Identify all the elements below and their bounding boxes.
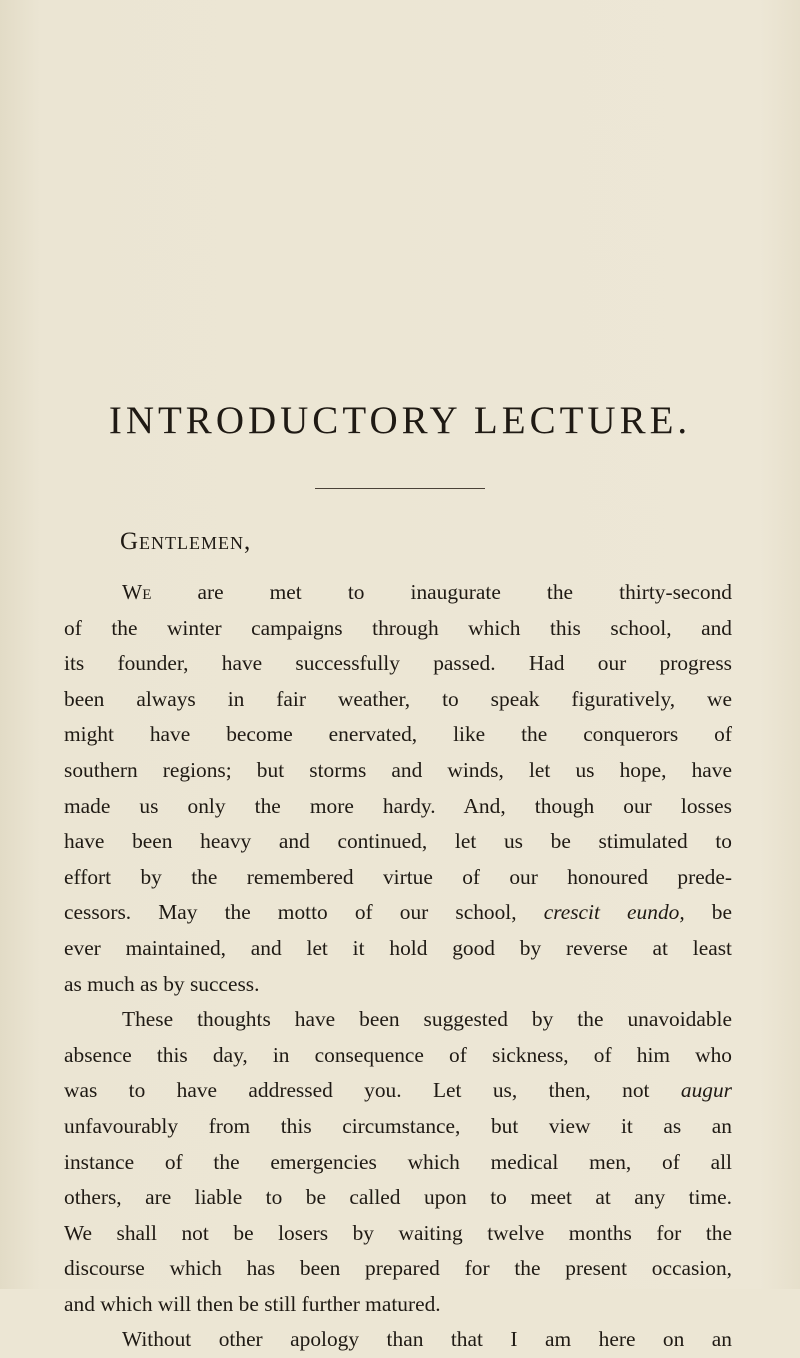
text-line: of the winter campaigns through which this school, and — [64, 615, 732, 640]
text-line: have been heavy and continued, let us be stimulated to — [64, 829, 732, 854]
latin-motto: crescit eundo, — [543, 900, 685, 925]
text-line: others, are liable to be called upon to meet at any time. — [64, 1185, 732, 1210]
text-fragment: be — [684, 900, 732, 925]
text-line: and which will then be still further matured. — [64, 1291, 441, 1316]
italic-word: augur — [680, 1078, 732, 1103]
text-fragment: was to have addressed you. Let us, then, not — [64, 1078, 681, 1103]
text-line: as much as by success. — [64, 971, 260, 996]
text-line: effort by the remembered virtue of our honoured prede- — [64, 864, 732, 889]
text-fragment: cessors. May the motto of our school, — [64, 900, 544, 925]
text-line: its founder, have successfully passed. Had our progress — [64, 651, 732, 676]
text-line: These thoughts have been suggested by the unavoidable — [122, 1007, 732, 1032]
text-line: been always in fair weather, to speak figuratively, we — [64, 686, 732, 711]
text-line — [64, 895, 732, 931]
text-line: instance of the emergencies which medical men, of all — [64, 1149, 732, 1174]
text-line: made us only the more hardy. And, though our losses — [64, 793, 732, 818]
text-line: absence this day, in consequence of sickness, of him who — [64, 1042, 732, 1067]
text-line: ever maintained, and let it hold good by reverse at least — [64, 935, 732, 960]
opening-word: We — [122, 580, 152, 604]
text-line — [64, 575, 732, 611]
body-text — [64, 575, 732, 1358]
text-line: Without other apology than that I am here on an — [122, 1327, 732, 1352]
text-line: discourse which has been prepared for the present occasion, — [64, 1256, 732, 1281]
salutation: Gentlemen, — [120, 528, 252, 555]
text-line — [64, 1073, 732, 1109]
page-title: INTRODUCTORY LECTURE. — [108, 399, 692, 442]
text-fragment: are met to inaugurate the thirty-second — [151, 580, 732, 604]
text-line: We shall not be losers by waiting twelve months for the — [64, 1220, 732, 1245]
text-line: unfavourably from this circumstance, but view it as an — [64, 1113, 732, 1138]
title-divider — [315, 488, 485, 489]
text-line: might have become enervated, like the conquerors of — [64, 722, 732, 747]
text-line: southern regions; but storms and winds, let us hope, have — [64, 757, 732, 782]
